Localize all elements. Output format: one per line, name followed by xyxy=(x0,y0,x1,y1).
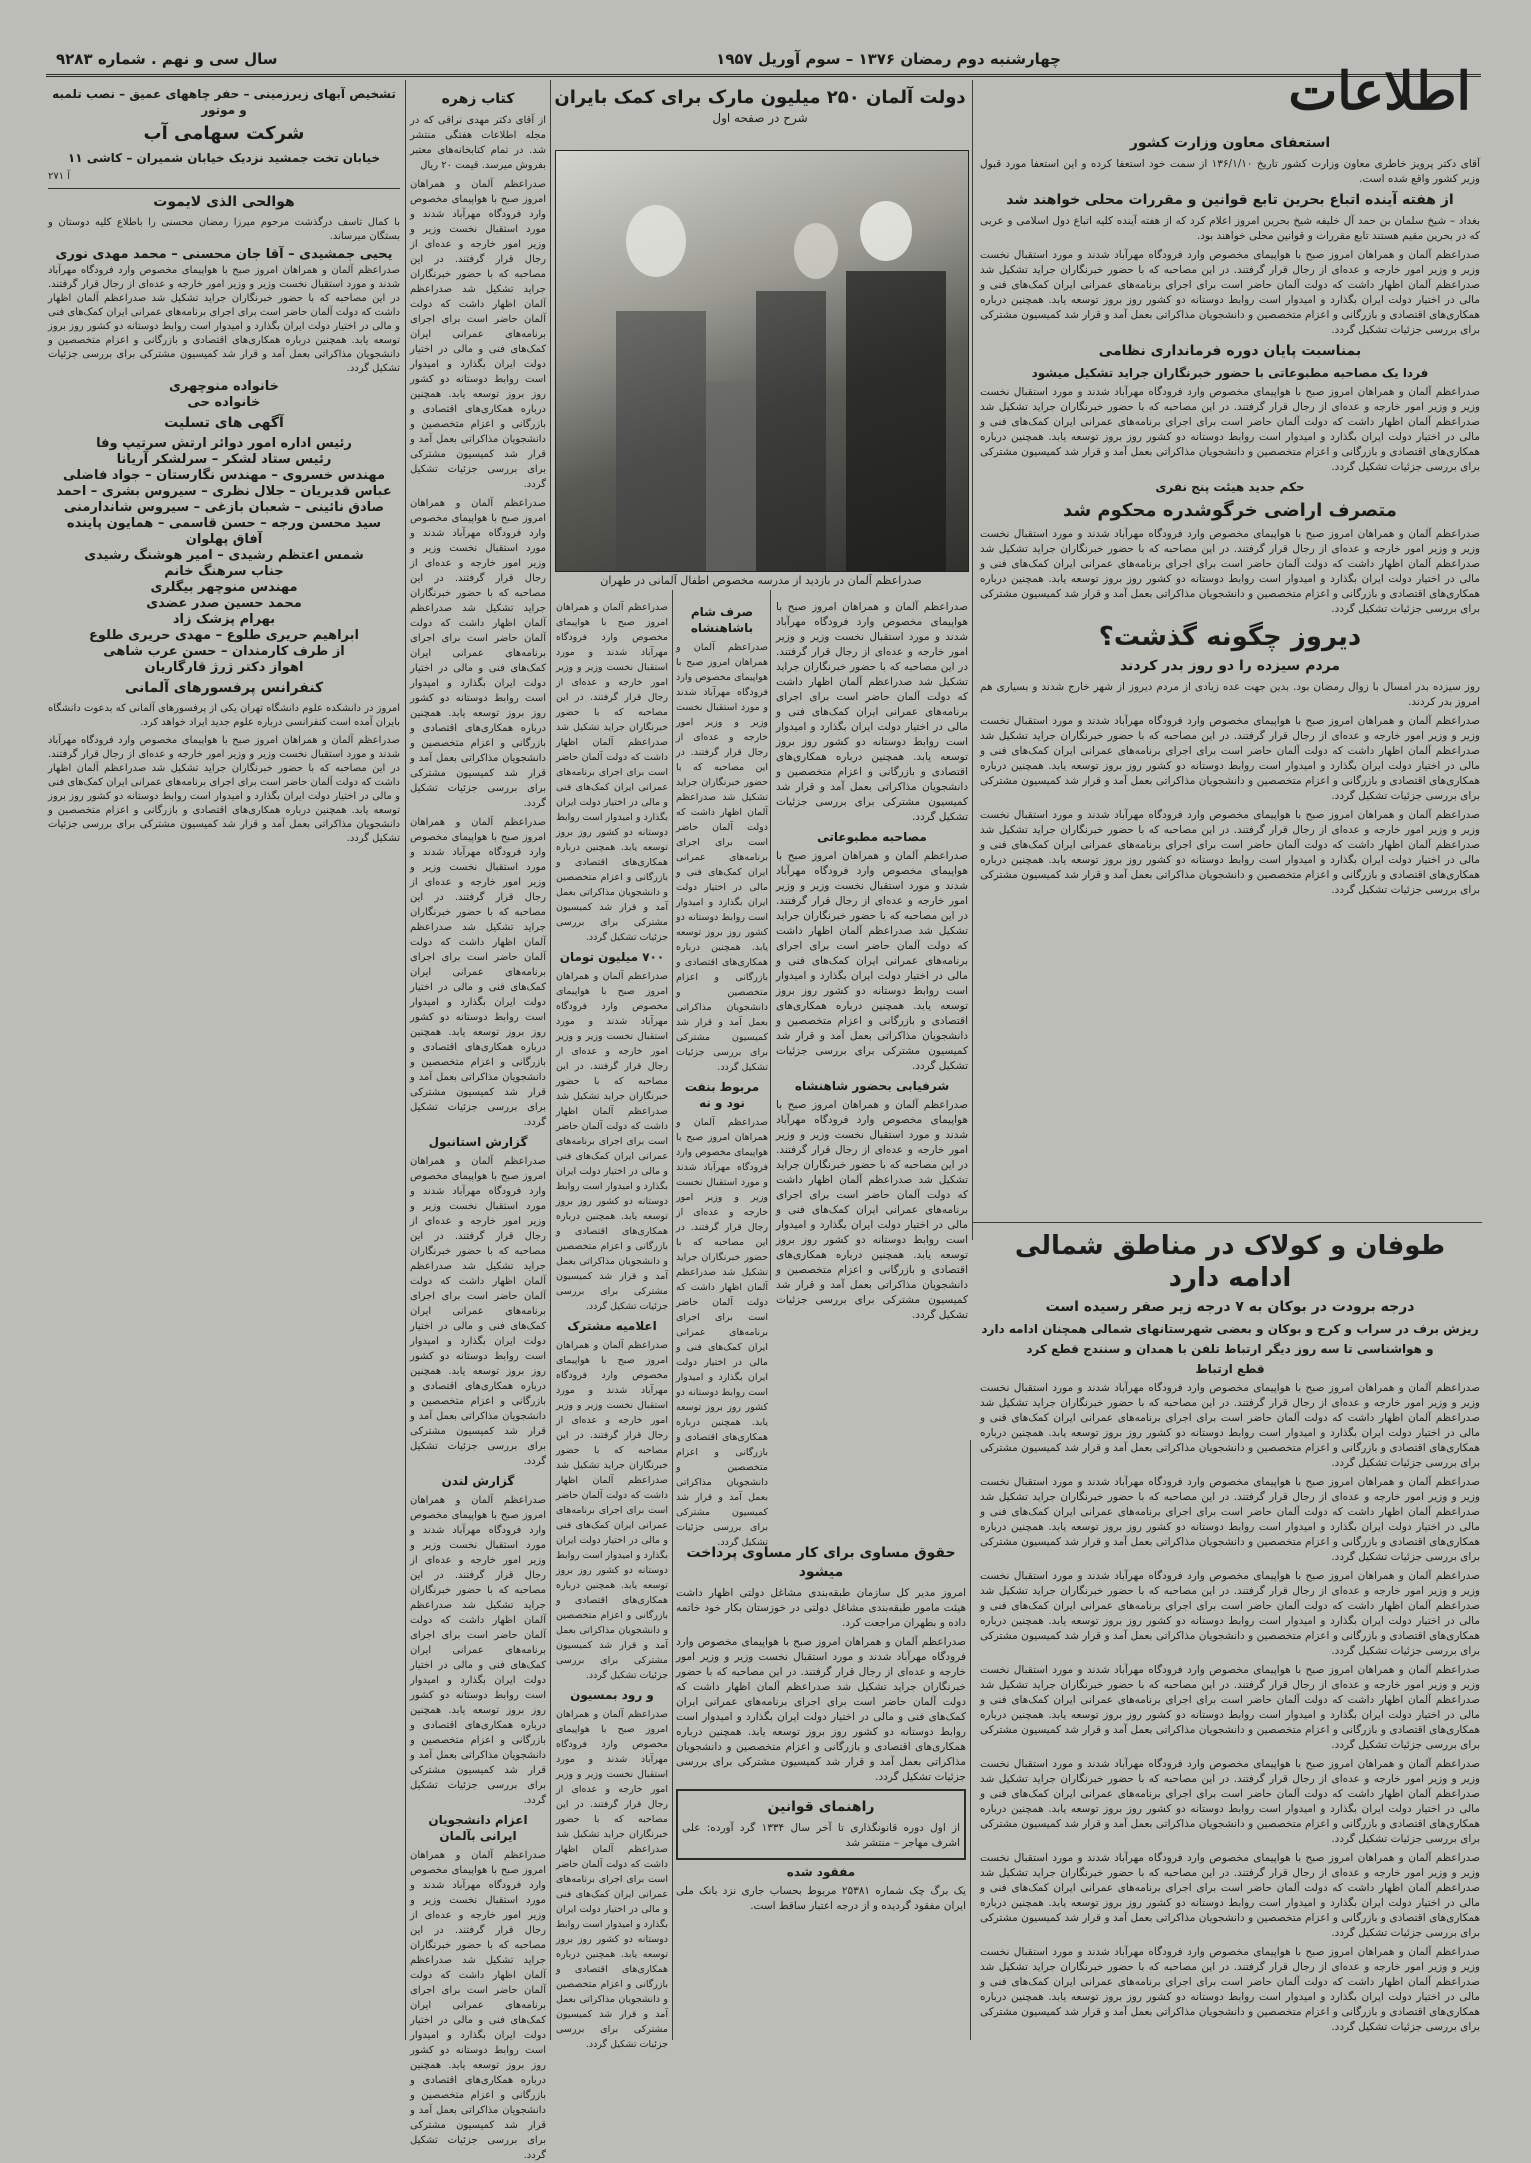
front-photo xyxy=(555,150,969,572)
right-column xyxy=(980,130,1480,1240)
storm-section-heading: قطع ارتباط xyxy=(1195,1362,1265,1376)
article-text: صدراعظم آلمان و همراهان امروز صبح با هواپیمای مخصوص وارد فرودگاه مهرآباد شدند و مورد استقبال نخست وزیر و وزیر امور خارجه و عده‌ای از رجال قرار گرفتند. در این مصاحبه که با حضور خبرنگاران جراید تشکیل شد صدراعظم آلمان اظهار داشت که دولت آلمان حاضر است برای اجرای برنامه‌های عمرانی ایران کمک‌های فنی و مالی در اختیار دولت ایران بگذارد و امیدوار است روابط دوستانه دو کشور روز بروز توسعه یابد. همچنین درباره همکاری‌های اقتصادی و بازرگانی و اعزام متخصصین و دانشجویان مذاکراتی بعمل آمد و قرار شد کمیسیون مشترکی برای بررسی جزئیات تشکیل گردد. xyxy=(676,642,768,1073)
article-text: آقای دکتر پرویز خاطری معاون وزارت کشور تاریخ ۱۳۶/۱/۱۰ از سمت خود استعفا کرده و این استعفا مورد قبول وزیر کشور واقع شده است. xyxy=(980,158,1480,185)
photo-caption: صدراعظم آلمان در بازدید از مدرسه مخصوص اطفال آلمانی در طهران xyxy=(600,574,922,587)
article-text: صدراعظم آلمان و همراهان امروز صبح با هواپیمای مخصوص وارد فرودگاه مهرآباد شدند و مورد استقبال نخست وزیر و وزیر امور خارجه و عده‌ای از رجال قرار گرفتند. در این مصاحبه که با حضور خبرنگاران جراید تشکیل شد صدراعظم آلمان اظهار داشت که دولت آلمان حاضر است برای اجرای برنامه‌های عمرانی ایران کمک‌های فنی و مالی در اختیار دولت ایران بگذارد و امیدوار است روابط دوستانه دو کشور روز بروز توسعه یابد. همچنین درباره همکاری‌های اقتصادی و بازرگانی و اعزام متخصصین و دانشجویان مذاکراتی بعمل آمد و قرار شد کمیسیون مشترکی برای بررسی جزئیات تشکیل گردد. xyxy=(980,1758,1480,1845)
article-heading: متصرف اراضی خرگوشدره محکوم شد xyxy=(1063,500,1397,521)
condolence-names: محمد حسین صدر عضدی xyxy=(146,596,302,611)
lost-headline: مفقود شده xyxy=(786,1865,856,1879)
article-text: صدراعظم آلمان و همراهان امروز صبح با هواپیمای مخصوص وارد فرودگاه مهرآباد شدند و مورد استقبال نخست وزیر و وزیر امور خارجه و عده‌ای از رجال قرار گرفتند. در این مصاحبه که با حضور خبرنگاران جراید تشکیل شد صدراعظم آلمان اظهار داشت که دولت آلمان حاضر است برای اجرای برنامه‌های عمرانی ایران کمک‌های فنی و مالی در اختیار دولت ایران بگذارد و امیدوار است روابط دوستانه دو کشور روز بروز توسعه یابد. همچنین درباره همکاری‌های اقتصادی و بازرگانی و اعزام متخصصین و دانشجویان مذاکراتی بعمل آمد و قرار شد کمیسیون مشترکی برای بررسی جزئیات تشکیل گردد. xyxy=(980,1382,1480,1469)
condolence-heading: آگهی های تسلیت xyxy=(164,415,284,431)
article-text: صدراعظم آلمان و همراهان امروز صبح با هواپیمای مخصوص وارد فرودگاه مهرآباد شدند و مورد استقبال نخست وزیر و وزیر امور خارجه و عده‌ای از رجال قرار گرفتند. در این مصاحبه که با حضور خبرنگاران جراید تشکیل شد صدراعظم آلمان اظهار داشت که دولت آلمان حاضر است برای اجرای برنامه‌های عمرانی ایران کمک‌های فنی و مالی در اختیار دولت ایران بگذارد و امیدوار است روابط دوستانه دو کشور روز بروز توسعه یابد. همچنین درباره همکاری‌های اقتصادی و بازرگانی و اعزام متخصصین و دانشجویان مذاکراتی بعمل آمد و قرار شد کمیسیون مشترکی برای بررسی جزئیات تشکیل گردد. xyxy=(980,386,1480,473)
article-heading: اعزام دانشجویان ایرانی بآلمان xyxy=(428,1813,528,1843)
article-heading: از هفته آینده اتباع بحرین تابع قوانین و مقررات محلی خواهند شد xyxy=(1006,192,1454,208)
storm-subhead-2: ریزش برف در سراب و کرج و بوکان و بعضی شهرستانهای شمالی همچنان ادامه دارد xyxy=(981,1322,1479,1336)
column-rule xyxy=(970,1440,971,2040)
photo-illustration xyxy=(556,151,968,571)
article-text: صدراعظم آلمان و همراهان امروز صبح با هواپیمای مخصوص وارد فرودگاه مهرآباد شدند و مورد استقبال نخست وزیر و وزیر امور خارجه و عده‌ای از رجال قرار گرفتند. در این مصاحبه که با حضور خبرنگاران جراید تشکیل شد صدراعظم آلمان اظهار داشت که دولت آلمان حاضر است برای اجرای برنامه‌های عمرانی ایران کمک‌های فنی و مالی در اختیار دولت ایران بگذارد و امیدوار است روابط دوستانه دو کشور روز بروز توسعه یابد. همچنین درباره همکاری‌های اقتصادی و بازرگانی و اعزام متخصصین و دانشجویان مذاکراتی بعمل آمد و قرار شد کمیسیون مشترکی برای بررسی جزئیات تشکیل گردد. xyxy=(556,1340,668,1681)
article-heading: اعلامیه مشترک xyxy=(567,1319,657,1333)
condolence-names: جناب سرهنگ خانم xyxy=(164,564,284,579)
conference-text: امروز در دانشکده علوم دانشگاه تهران یکی از پرفسورهای آلمانی که بدعوت دانشگاه بایران آمده است کنفرانسی درباره علوم جدید ایراد خواهد کرد. xyxy=(48,703,400,728)
condolence-names: رئیس ستاد لشکر – سرلشکر آریانا xyxy=(116,452,332,467)
article-heading: مربوط بنفت نود و نه xyxy=(684,1080,760,1110)
middle-column-center xyxy=(676,600,768,1548)
article-text: صدراعظم آلمان و همراهان امروز صبح با هواپیمای مخصوص وارد فرودگاه مهرآباد شدند و مورد استقبال نخست وزیر و وزیر امور خارجه و عده‌ای از رجال قرار گرفتند. در این مصاحبه که با حضور خبرنگاران جراید تشکیل شد صدراعظم آلمان اظهار داشت که دولت آلمان حاضر است برای اجرای برنامه‌های عمرانی ایران کمک‌های فنی و مالی در اختیار دولت ایران بگذارد و امیدوار است روابط دوستانه دو کشور روز بروز توسعه یابد. همچنین درباره همکاری‌های اقتصادی و بازرگانی و اعزام متخصصین و دانشجویان مذاکراتی بعمل آمد و قرار شد کمیسیون مشترکی برای بررسی جزئیات تشکیل گردد. xyxy=(410,1156,546,1467)
article-text: صدراعظم آلمان و همراهان امروز صبح با هواپیمای مخصوص وارد فرودگاه مهرآباد شدند و مورد استقبال نخست وزیر و وزیر امور خارجه و عده‌ای از رجال قرار گرفتند. در این مصاحبه که با حضور خبرنگاران جراید تشکیل شد صدراعظم آلمان اظهار داشت که دولت آلمان حاضر است برای اجرای برنامه‌های عمرانی ایران کمک‌های فنی و مالی در اختیار دولت ایران بگذارد و امیدوار است روابط دوستانه دو کشور روز بروز توسعه یابد. همچنین درباره همکاری‌های اقتصادی و بازرگانی و اعزام متخصصین و دانشجویان مذاکراتی بعمل آمد و قرار شد کمیسیون مشترکی برای بررسی جزئیات تشکیل گردد. xyxy=(980,528,1480,615)
article-text: صدراعظم آلمان و همراهان امروز صبح با هواپیمای مخصوص وارد فرودگاه مهرآباد شدند و مورد استقبال نخست وزیر و وزیر امور خارجه و عده‌ای از رجال قرار گرفتند. در این مصاحبه که با حضور خبرنگاران جراید تشکیل شد صدراعظم آلمان اظهار داشت که دولت آلمان حاضر است برای اجرای برنامه‌های عمرانی ایران کمک‌های فنی و مالی در اختیار دولت ایران بگذارد و امیدوار است روابط دوستانه دو کشور روز بروز توسعه یابد. همچنین درباره همکاری‌های اقتصادی و بازرگانی و اعزام متخصصین و دانشجویان مذاکراتی بعمل آمد و قرار شد کمیسیون مشترکی برای بررسی جزئیات تشکیل گردد. xyxy=(676,1117,768,1548)
article-heading: مصاحبه مطبوعاتی xyxy=(817,830,927,844)
column-rule xyxy=(770,590,771,1280)
storm-headline: طوفان و کولاک در مناطق شمالی ادامه دارد xyxy=(1014,1231,1446,1293)
guide-text: از اول دوره قانونگذاری تا آخر سال ۱۳۳۴ گرد آورده: علی اشرف مهاجر – منتشر شد xyxy=(682,1822,961,1849)
book-text: از آقای دکتر مهدی نراقی که در مجله اطلاعات هفتگی منتشر شد. در تمام کتابخانه‌های معتبر بفروش میرسد. قیمت ۲۰ ریال xyxy=(410,115,546,171)
obituary-names: یحیی جمشیدی – آقا جان محسنی – محمد مهدی نوری xyxy=(55,247,393,262)
obituary-text: با کمال تاسف درگذشت مرحوم میرزا رمضان محسنی را باطلاع کلیه دوستان و بستگان میرساند. xyxy=(48,217,400,242)
article-subheading: مردم سیزده را دو روز بدر کردند xyxy=(1119,658,1341,674)
article-text: صدراعظم آلمان و همراهان امروز صبح با هواپیمای مخصوص وارد فرودگاه مهرآباد شدند و مورد استقبال نخست وزیر و وزیر امور خارجه و عده‌ای از رجال قرار گرفتند. در این مصاحبه که با حضور خبرنگاران جراید تشکیل شد صدراعظم آلمان اظهار داشت که دولت آلمان حاضر است برای اجرای برنامه‌های عمرانی ایران کمک‌های فنی و مالی در اختیار دولت ایران بگذارد و امیدوار است روابط دوستانه دو کشور روز بروز توسعه یابد. همچنین درباره همکاری‌های اقتصادی و بازرگانی و اعزام متخصصین و دانشجویان مذاکراتی بعمل آمد و قرار شد کمیسیون مشترکی برای بررسی جزئیات تشکیل گردد. xyxy=(410,1495,546,1806)
article-text: صدراعظم آلمان و همراهان امروز صبح با هواپیمای مخصوص وارد فرودگاه مهرآباد شدند و مورد استقبال نخست وزیر و وزیر امور خارجه و عده‌ای از رجال قرار گرفتند. در این مصاحبه که با حضور خبرنگاران جراید تشکیل شد صدراعظم آلمان اظهار داشت که دولت آلمان حاضر است برای اجرای برنامه‌های عمرانی ایران کمک‌های فنی و مالی در اختیار دولت ایران بگذارد و امیدوار است روابط دوستانه دو کشور روز بروز توسعه یابد. همچنین درباره همکاری‌های اقتصادی و بازرگانی و اعزام متخصصین و دانشجویان مذاکراتی بعمل آمد و قرار شد کمیسیون مشترکی برای بررسی جزئیات تشکیل گردد. xyxy=(556,971,668,1312)
article-text: صدراعظم آلمان و همراهان امروز صبح با هواپیمای مخصوص وارد فرودگاه مهرآباد شدند و مورد استقبال نخست وزیر و وزیر امور خارجه و عده‌ای از رجال قرار گرفتند. در این مصاحبه که با حضور خبرنگاران جراید تشکیل شد صدراعظم آلمان اظهار داشت که دولت آلمان حاضر است برای اجرای برنامه‌های عمرانی ایران کمک‌های فنی و مالی در اختیار دولت ایران بگذارد و امیدوار است روابط دوستانه دو کشور روز بروز توسعه یابد. همچنین درباره همکاری‌های اقتصادی و بازرگانی و اعزام متخصصین و دانشجویان مذاکراتی بعمل آمد و قرار شد کمیسیون مشترکی برای بررسی جزئیات تشکیل گردد. xyxy=(48,735,400,844)
article-heading: شرفیابی بحضور شاهنشاه xyxy=(794,1079,950,1093)
middle-column-right xyxy=(776,600,968,1535)
obituary-text: صدراعظم آلمان و همراهان امروز صبح با هواپیمای مخصوص وارد فرودگاه مهرآباد شدند و مورد استقبال نخست وزیر و وزیر امور خارجه و عده‌ای از رجال قرار گرفتند. در این مصاحبه که با حضور خبرنگاران جراید تشکیل شد صدراعظم آلمان اظهار داشت که دولت آلمان حاضر است برای اجرای برنامه‌های عمرانی ایران کمک‌های فنی و مالی در اختیار دولت ایران بگذارد و امیدوار است روابط دوستانه دو کشور روز بروز توسعه یابد. همچنین درباره همکاری‌های اقتصادی و بازرگانی و اعزام متخصصین و دانشجویان مذاکراتی بعمل آمد و قرار شد کمیسیون مشترکی برای بررسی جزئیات تشکیل گردد. xyxy=(48,265,400,374)
article-text: صدراعظم آلمان و همراهان امروز صبح با هواپیمای مخصوص وارد فرودگاه مهرآباد شدند و مورد استقبال نخست وزیر و وزیر امور خارجه و عده‌ای از رجال قرار گرفتند. در این مصاحبه که با حضور خبرنگاران جراید تشکیل شد صدراعظم آلمان اظهار داشت که دولت آلمان حاضر است برای اجرای برنامه‌های عمرانی ایران کمک‌های فنی و مالی در اختیار دولت ایران بگذارد و امیدوار است روابط دوستانه دو کشور روز بروز توسعه یابد. همچنین درباره همکاری‌های اقتصادی و بازرگانی و اعزام متخصصین و دانشجویان مذاکراتی بعمل آمد و قرار شد کمیسیون مشترکی برای بررسی جزئیات تشکیل گردد. xyxy=(980,809,1480,896)
obituary-heading: هوالحی الذی لایموت xyxy=(153,194,295,210)
article-text: روز سیزده بدر امسال با زوال رمضان بود. بدین جهت عده زیادی از مردم دیروز از شهر خارج شدند و بسیاری هم امروز بدر کردند. xyxy=(980,681,1480,708)
article-text: امروز مدیر کل سازمان طبقه‌بندی مشاغل دولتی اظهار داشت هیئت مامور طبقه‌بندی مشاغل دولتی در خوزستان بکار خود خاتمه داده و بطهران مراجعت کرد. xyxy=(676,1587,966,1629)
condolence-names: عباس قدیریان – جلال نظری – سیروس بشری – احمد xyxy=(56,484,392,499)
water-ad-address: خیابان تخت جمشید نزدیک خیابان شمیران – کاشی ۱۱ xyxy=(67,151,381,165)
conference-heading: کنفرانس پرفسورهای آلمانی xyxy=(124,680,324,696)
article-subheading: فردا یک مصاحبه مطبوعاتی با حضور خبرنگاران جراید تشکیل میشود xyxy=(1031,366,1429,380)
article-text: صدراعظم آلمان و همراهان امروز صبح با هواپیمای مخصوص وارد فرودگاه مهرآباد شدند و مورد استقبال نخست وزیر و وزیر امور خارجه و عده‌ای از رجال قرار گرفتند. در این مصاحبه که با حضور خبرنگاران جراید تشکیل شد صدراعظم آلمان اظهار داشت که دولت آلمان حاضر است برای اجرای برنامه‌های عمرانی ایران کمک‌های فنی و مالی در اختیار دولت ایران بگذارد و امیدوار است روابط دوستانه دو کشور روز بروز توسعه یابد. همچنین درباره همکاری‌های اقتصادی و بازرگانی و اعزام متخصصین و دانشجویان مذاکراتی بعمل آمد و قرار شد کمیسیون مشترکی برای بررسی جزئیات تشکیل گردد. xyxy=(410,1850,546,2161)
article-text: صدراعظم آلمان و همراهان امروز صبح با هواپیمای مخصوص وارد فرودگاه مهرآباد شدند و مورد استقبال نخست وزیر و وزیر امور خارجه و عده‌ای از رجال قرار گرفتند. در این مصاحبه که با حضور خبرنگاران جراید تشکیل شد صدراعظم آلمان اظهار داشت که دولت آلمان حاضر است برای اجرای برنامه‌های عمرانی ایران کمک‌های فنی و مالی در اختیار دولت ایران بگذارد و امیدوار است روابط دوستانه دو کشور روز بروز توسعه یابد. همچنین درباره همکاری‌های اقتصادی و بازرگانی و اعزام متخصصین و دانشجویان مذاکراتی بعمل آمد و قرار شد کمیسیون مشترکی برای بررسی جزئیات تشکیل گردد. xyxy=(980,1852,1480,1939)
article-text: صدراعظم آلمان و همراهان امروز صبح با هواپیمای مخصوص وارد فرودگاه مهرآباد شدند و مورد استقبال نخست وزیر و وزیر امور خارجه و عده‌ای از رجال قرار گرفتند. در این مصاحبه که با حضور خبرنگاران جراید تشکیل شد صدراعظم آلمان اظهار داشت که دولت آلمان حاضر است برای اجرای برنامه‌های عمرانی ایران کمک‌های فنی و مالی در اختیار دولت ایران بگذارد و امیدوار است روابط دوستانه دو کشور روز بروز توسعه یابد. همچنین درباره همکاری‌های اقتصادی و بازرگانی و اعزام متخصصین و دانشجویان مذاکراتی بعمل آمد و قرار شد کمیسیون مشترکی برای بررسی جزئیات تشکیل گردد. xyxy=(410,179,546,490)
article-heading: گزارش استانبول xyxy=(428,1135,528,1149)
article-text: صدراعظم آلمان و همراهان امروز صبح با هواپیمای مخصوص وارد فرودگاه مهرآباد شدند و مورد استقبال نخست وزیر و وزیر امور خارجه و عده‌ای از رجال قرار گرفتند. در این مصاحبه که با حضور خبرنگاران جراید تشکیل شد صدراعظم آلمان اظهار داشت که دولت آلمان حاضر است برای اجرای برنامه‌های عمرانی ایران کمک‌های فنی و مالی در اختیار دولت ایران بگذارد و امیدوار است روابط دوستانه دو کشور روز بروز توسعه یابد. همچنین درباره همکاری‌های اقتصادی و بازرگانی و اعزام متخصصین و دانشجویان مذاکراتی بعمل آمد و قرار شد کمیسیون مشترکی برای بررسی جزئیات تشکیل گردد. xyxy=(980,1570,1480,1657)
article-text: صدراعظم آلمان و همراهان امروز صبح با هواپیمای مخصوص وارد فرودگاه مهرآباد شدند و مورد استقبال نخست وزیر و وزیر امور خارجه و عده‌ای از رجال قرار گرفتند. در این مصاحبه که با حضور خبرنگاران جراید تشکیل شد صدراعظم آلمان اظهار داشت که دولت آلمان حاضر است برای اجرای برنامه‌های عمرانی ایران کمک‌های فنی و مالی در اختیار دولت ایران بگذارد و امیدوار است روابط دوستانه دو کشور روز بروز توسعه یابد. همچنین درباره همکاری‌های اقتصادی و بازرگانی و اعزام متخصصین و دانشجویان مذاکراتی بعمل آمد و قرار شد کمیسیون مشترکی برای بررسی جزئیات تشکیل گردد. xyxy=(776,850,968,1072)
article-text: بغداد – شیخ سلمان بن حمد آل خلیفه شیخ بحرین امروز اعلام کرد که از هفته آینده کلیه اتباع دول اسلامی و عربی که در بحرین مقیم هستند تابع مقررات و قوانین محلی خواهند بود. xyxy=(980,215,1480,242)
article-heading: ۷۰۰ میلیون تومان xyxy=(559,950,665,964)
condolence-names: صادق نائینی – شعبان بازغی – سیروس شاندارمنی xyxy=(63,500,385,515)
masthead-issue: سال سی و نهم . شماره ۹۲۸۳ xyxy=(56,50,278,68)
condolence-names: مهندس خسروی – مهندس نگارستان – جواد فاضلی xyxy=(62,468,386,483)
article-text: صدراعظم آلمان و همراهان امروز صبح با هواپیمای مخصوص وارد فرودگاه مهرآباد شدند و مورد استقبال نخست وزیر و وزیر امور خارجه و عده‌ای از رجال قرار گرفتند. در این مصاحبه که با حضور خبرنگاران جراید تشکیل شد صدراعظم آلمان اظهار داشت که دولت آلمان حاضر است برای اجرای برنامه‌های عمرانی ایران کمک‌های فنی و مالی در اختیار دولت ایران بگذارد و امیدوار است روابط دوستانه دو کشور روز بروز توسعه یابد. همچنین درباره همکاری‌های اقتصادی و بازرگانی و اعزام متخصصین و دانشجویان مذاکراتی بعمل آمد و قرار شد کمیسیون مشترکی برای بررسی جزئیات تشکیل گردد. xyxy=(556,1709,668,2050)
article-text: صدراعظم آلمان و همراهان امروز صبح با هواپیمای مخصوص وارد فرودگاه مهرآباد شدند و مورد استقبال نخست وزیر و وزیر امور خارجه و عده‌ای از رجال قرار گرفتند. در این مصاحبه که با حضور خبرنگاران جراید تشکیل شد صدراعظم آلمان اظهار داشت که دولت آلمان حاضر است برای اجرای برنامه‌های عمرانی ایران کمک‌های فنی و مالی در اختیار دولت ایران بگذارد و امیدوار است روابط دوستانه دو کشور روز بروز توسعه یابد. همچنین درباره همکاری‌های اقتصادی و بازرگانی و اعزام متخصصین و دانشجویان مذاکراتی بعمل آمد و قرار شد کمیسیون مشترکی برای بررسی جزئیات تشکیل گردد. xyxy=(676,1636,966,1783)
column-rule xyxy=(550,80,551,2040)
ad-code: آ ۲۷۱ xyxy=(48,171,71,182)
front-headline: دولت آلمان ۲۵۰ میلیون مارک برای کمک بایران xyxy=(554,87,966,108)
guide-headline: راهنمای قوانین xyxy=(767,1799,875,1815)
book-headline: کتاب زهره xyxy=(441,91,515,107)
article-text: صدراعظم آلمان و همراهان امروز صبح با هواپیمای مخصوص وارد فرودگاه مهرآباد شدند و مورد استقبال نخست وزیر و وزیر امور خارجه و عده‌ای از رجال قرار گرفتند. در این مصاحبه که با حضور خبرنگاران جراید تشکیل شد صدراعظم آلمان اظهار داشت که دولت آلمان حاضر است برای اجرای برنامه‌های عمرانی ایران کمک‌های فنی و مالی در اختیار دولت ایران بگذارد و امیدوار است روابط دوستانه دو کشور روز بروز توسعه یابد. همچنین درباره همکاری‌های اقتصادی و بازرگانی و اعزام متخصصین و دانشجویان مذاکراتی بعمل آمد و قرار شد کمیسیون مشترکی برای بررسی جزئیات تشکیل گردد. xyxy=(410,498,546,809)
article-heading: و رود بمسیون xyxy=(570,1688,654,1702)
lower-middle-column xyxy=(676,1540,966,2030)
middle-column-left xyxy=(556,600,668,2050)
masthead-date: چهارشنبه دوم رمضان ۱۳۷۶ – سوم آوریل ۱۹۵۷ xyxy=(716,50,1061,68)
newspaper-logo: اطلاعات xyxy=(1288,61,1471,122)
masthead-strip xyxy=(46,44,1481,77)
storm-subhead-3: و هواشناسی تا سه روز دیگر ارتباط تلفن با همدان و سنندج قطع کرد xyxy=(1026,1342,1434,1356)
article-heading: صرف شام باشاهنشاه xyxy=(690,605,754,635)
section-rule xyxy=(972,1222,1482,1223)
article-text: صدراعظم آلمان و همراهان امروز صبح با هواپیمای مخصوص وارد فرودگاه مهرآباد شدند و مورد استقبال نخست وزیر و وزیر امور خارجه و عده‌ای از رجال قرار گرفتند. در این مصاحبه که با حضور خبرنگاران جراید تشکیل شد صدراعظم آلمان اظهار داشت که دولت آلمان حاضر است برای اجرای برنامه‌های عمرانی ایران کمک‌های فنی و مالی در اختیار دولت ایران بگذارد و امیدوار است روابط دوستانه دو کشور روز بروز توسعه یابد. همچنین درباره همکاری‌های اقتصادی و بازرگانی و اعزام متخصصین و دانشجویان مذاکراتی بعمل آمد و قرار شد کمیسیون مشترکی برای بررسی جزئیات تشکیل گردد. xyxy=(980,715,1480,802)
condolence-names: بهرام پزشک زاد xyxy=(172,612,276,627)
article-text: صدراعظم آلمان و همراهان امروز صبح با هواپیمای مخصوص وارد فرودگاه مهرآباد شدند و مورد استقبال نخست وزیر و وزیر امور خارجه و عده‌ای از رجال قرار گرفتند. در این مصاحبه که با حضور خبرنگاران جراید تشکیل شد صدراعظم آلمان اظهار داشت که دولت آلمان حاضر است برای اجرای برنامه‌های عمرانی ایران کمک‌های فنی و مالی در اختیار دولت ایران بگذارد و امیدوار است روابط دوستانه دو کشور روز بروز توسعه یابد. همچنین درباره همکاری‌های اقتصادی و بازرگانی و اعزام متخصصین و دانشجویان مذاکراتی بعمل آمد و قرار شد کمیسیون مشترکی برای بررسی جزئیات تشکیل گردد. xyxy=(410,817,546,1128)
equal-pay-headline: حقوق مساوی برای کار مساوی پرداخت میشود xyxy=(686,1545,956,1580)
article-text: صدراعظم آلمان و همراهان امروز صبح با هواپیمای مخصوص وارد فرودگاه مهرآباد شدند و مورد استقبال نخست وزیر و وزیر امور خارجه و عده‌ای از رجال قرار گرفتند. در این مصاحبه که با حضور خبرنگاران جراید تشکیل شد صدراعظم آلمان اظهار داشت که دولت آلمان حاضر است برای اجرای برنامه‌های عمرانی ایران کمک‌های فنی و مالی در اختیار دولت ایران بگذارد و امیدوار است روابط دوستانه دو کشور روز بروز توسعه یابد. همچنین درباره همکاری‌های اقتصادی و بازرگانی و اعزام متخصصین و دانشجویان مذاکراتی بعمل آمد و قرار شد کمیسیون مشترکی برای بررسی جزئیات تشکیل گردد. xyxy=(776,1099,968,1321)
article-text: صدراعظم آلمان و همراهان امروز صبح با هواپیمای مخصوص وارد فرودگاه مهرآباد شدند و مورد استقبال نخست وزیر و وزیر امور خارجه و عده‌ای از رجال قرار گرفتند. در این مصاحبه که با حضور خبرنگاران جراید تشکیل شد صدراعظم آلمان اظهار داشت که دولت آلمان حاضر است برای اجرای برنامه‌های عمرانی ایران کمک‌های فنی و مالی در اختیار دولت ایران بگذارد و امیدوار است روابط دوستانه دو کشور روز بروز توسعه یابد. همچنین درباره همکاری‌های اقتصادی و بازرگانی و اعزام متخصصین و دانشجویان مذاکراتی بعمل آمد و قرار شد کمیسیون مشترکی برای بررسی جزئیات تشکیل گردد. xyxy=(980,249,1480,336)
obituary-names: خانواده حی xyxy=(187,395,261,410)
condolence-names: ابراهیم حریری طلوع – مهدی حریری طلوع xyxy=(89,628,359,643)
article-subheading: حکم جدید هیئت پنج نفری xyxy=(1155,480,1305,494)
water-ad-company: شرکت سهامی آب xyxy=(143,123,305,144)
article-heading: گزارش لندن xyxy=(441,1474,515,1488)
front-headline-box xyxy=(550,86,970,126)
lost-text: یک برگ چک شماره ۲۵۳۸۱ مربوط بحساب جاری نزد بانک ملی ایران مفقود گردیده و از درجه اعتبار ساقط است. xyxy=(676,1885,966,1912)
article-heading: دیروز چگونه گذشت؟ xyxy=(1098,622,1362,652)
column-rule xyxy=(672,590,673,2040)
article-text: صدراعظم آلمان و همراهان امروز صبح با هواپیمای مخصوص وارد فرودگاه مهرآباد شدند و مورد استقبال نخست وزیر و وزیر امور خارجه و عده‌ای از رجال قرار گرفتند. در این مصاحبه که با حضور خبرنگاران جراید تشکیل شد صدراعظم آلمان اظهار داشت که دولت آلمان حاضر است برای اجرای برنامه‌های عمرانی ایران کمک‌های فنی و مالی در اختیار دولت ایران بگذارد و امیدوار است روابط دوستانه دو کشور روز بروز توسعه یابد. همچنین درباره همکاری‌های اقتصادی و بازرگانی و اعزام متخصصین و دانشجویان مذاکراتی بعمل آمد و قرار شد کمیسیون مشترکی برای بررسی جزئیات تشکیل گردد. xyxy=(980,1946,1480,2033)
condolence-names: اهواز دکتر ژرژ قارگاریان xyxy=(144,660,304,675)
storm-article xyxy=(980,1226,1480,2033)
article-text: صدراعظم آلمان و همراهان امروز صبح با هواپیمای مخصوص وارد فرودگاه مهرآباد شدند و مورد استقبال نخست وزیر و وزیر امور خارجه و عده‌ای از رجال قرار گرفتند. در این مصاحبه که با حضور خبرنگاران جراید تشکیل شد صدراعظم آلمان اظهار داشت که دولت آلمان حاضر است برای اجرای برنامه‌های عمرانی ایران کمک‌های فنی و مالی در اختیار دولت ایران بگذارد و امیدوار است روابط دوستانه دو کشور روز بروز توسعه یابد. همچنین درباره همکاری‌های اقتصادی و بازرگانی و اعزام متخصصین و دانشجویان مذاکراتی بعمل آمد و قرار شد کمیسیون مشترکی برای بررسی جزئیات تشکیل گردد. xyxy=(776,601,968,823)
article-text: صدراعظم آلمان و همراهان امروز صبح با هواپیمای مخصوص وارد فرودگاه مهرآباد شدند و مورد استقبال نخست وزیر و وزیر امور خارجه و عده‌ای از رجال قرار گرفتند. در این مصاحبه که با حضور خبرنگاران جراید تشکیل شد صدراعظم آلمان اظهار داشت که دولت آلمان حاضر است برای اجرای برنامه‌های عمرانی ایران کمک‌های فنی و مالی در اختیار دولت ایران بگذارد و امیدوار است روابط دوستانه دو کشور روز بروز توسعه یابد. همچنین درباره همکاری‌های اقتصادی و بازرگانی و اعزام متخصصین و دانشجویان مذاکراتی بعمل آمد و قرار شد کمیسیون مشترکی برای بررسی جزئیات تشکیل گردد. xyxy=(556,602,668,943)
article-text: صدراعظم آلمان و همراهان امروز صبح با هواپیمای مخصوص وارد فرودگاه مهرآباد شدند و مورد استقبال نخست وزیر و وزیر امور خارجه و عده‌ای از رجال قرار گرفتند. در این مصاحبه که با حضور خبرنگاران جراید تشکیل شد صدراعظم آلمان اظهار داشت که دولت آلمان حاضر است برای اجرای برنامه‌های عمرانی ایران کمک‌های فنی و مالی در اختیار دولت ایران بگذارد و امیدوار است روابط دوستانه دو کشور روز بروز توسعه یابد. همچنین درباره همکاری‌های اقتصادی و بازرگانی و اعزام متخصصین و دانشجویان مذاکراتی بعمل آمد و قرار شد کمیسیون مشترکی برای بررسی جزئیات تشکیل گردد. xyxy=(980,1476,1480,1563)
obituary-names: خانواده منوچهری xyxy=(168,379,280,394)
condolence-names: سید محسن ورجه – حسن قاسمی – همایون پاینده xyxy=(66,516,382,531)
condolence-names: از طرف کارمندان – حسن عرب شاهی xyxy=(103,644,345,659)
article-text: صدراعظم آلمان و همراهان امروز صبح با هواپیمای مخصوص وارد فرودگاه مهرآباد شدند و مورد استقبال نخست وزیر و وزیر امور خارجه و عده‌ای از رجال قرار گرفتند. در این مصاحبه که با حضور خبرنگاران جراید تشکیل شد صدراعظم آلمان اظهار داشت که دولت آلمان حاضر است برای اجرای برنامه‌های عمرانی ایران کمک‌های فنی و مالی در اختیار دولت ایران بگذارد و امیدوار است روابط دوستانه دو کشور روز بروز توسعه یابد. همچنین درباره همکاری‌های اقتصادی و بازرگانی و اعزام متخصصین و دانشجویان مذاکراتی بعمل آمد و قرار شد کمیسیون مشترکی برای بررسی جزئیات تشکیل گردد. xyxy=(980,1664,1480,1751)
article-heading: استعفای معاون وزارت کشور xyxy=(1129,135,1331,151)
guide-box xyxy=(676,1789,966,1860)
venus-column xyxy=(410,86,546,2161)
water-ad-line: تشخیص آبهای زیرزمینی – حفر چاههای عمیق – نصب تلمبه و موتور xyxy=(52,87,396,117)
condolence-names: شمس اعتظم رشیدی – امیر هوشنگ رشیدی xyxy=(84,548,364,563)
storm-subhead: درجه برودت در بوکان به ۷ درجه زیر صفر رسیده است xyxy=(1045,1299,1415,1315)
column-rule xyxy=(405,80,406,2040)
column-rule xyxy=(972,80,973,1240)
condolence-names: آفاق پهلوان xyxy=(185,532,263,547)
left-column xyxy=(48,82,400,2032)
front-subhead: شرح در صفحه اول xyxy=(712,111,808,125)
article-heading: بمناسبت پایان دوره فرمانداری نظامی xyxy=(1098,343,1362,359)
condolence-names: رئیس اداره امور دوائر ارتش سرتیپ وفا xyxy=(96,436,352,451)
condolence-names: مهندس منوچهر بیگلری xyxy=(150,580,298,595)
